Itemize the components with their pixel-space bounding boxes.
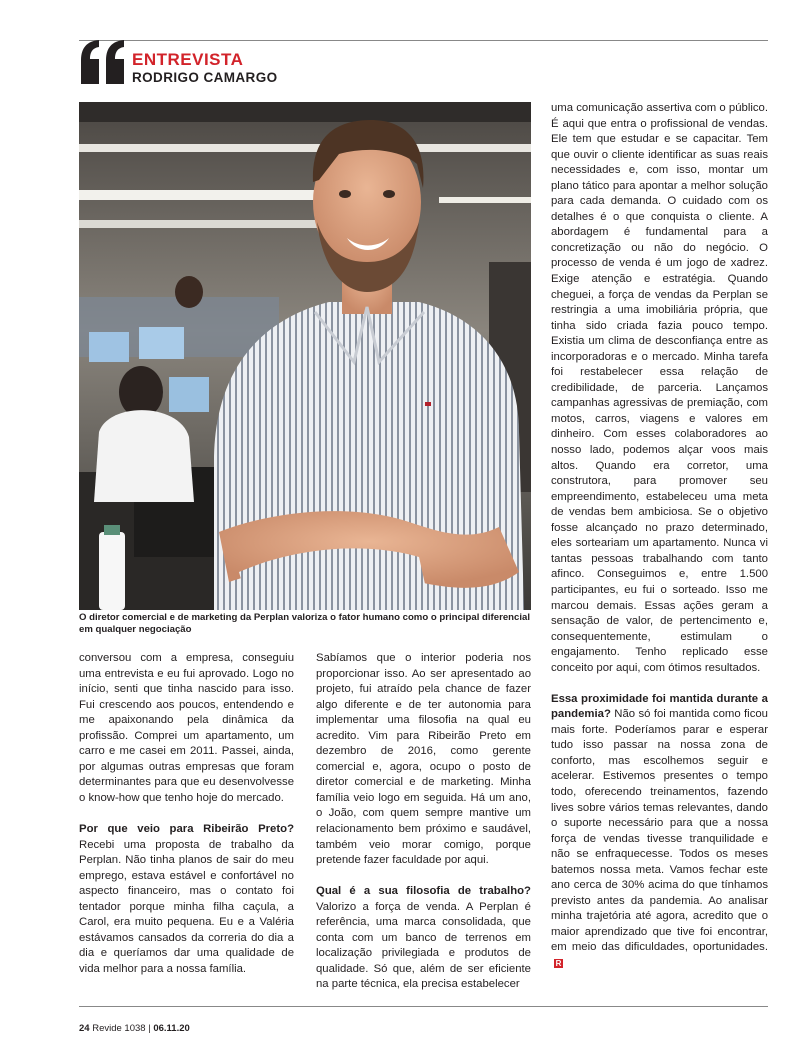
footer-separator: | (148, 1023, 151, 1034)
bottom-rule (79, 1006, 768, 1007)
article-column-3 (551, 101, 768, 972)
question: Por que veio para Ribeirão Preto? (79, 822, 294, 835)
top-rule (79, 40, 768, 41)
answer: Valorizo a força de venda. A Perplan é referência, uma marca consolidada, que conta com um banco de terrenos em localização privilegiada e produtos de qualidade. Só que, além de ser eficiente na parte técnica, ela precisa estabelecer (316, 900, 531, 991)
paragraph: Sabíamos que o interior poderia nos proporcionar isso. Ao ser apresentado ao projeto, fui atraído pela chance de fazer algo diferente e de ter autonomia para implementar uma filosofia na qual eu acredito. Vim para Ribeirão Preto em dezembro de 2016, como gerente comercial e, agora, ocupo o posto de diretor comercial e de marketing. Minha família veio logo em seguida. Há um ano, o João, com quem sempre mantive um relacionamento bem próximo e saudável, também veio morar comigo, porque pretende fazer faculdade por aqui. (316, 652, 531, 867)
quote-mark-icon (79, 38, 127, 86)
section-title: ENTREVISTA (132, 50, 244, 69)
magazine-issue: Revide 1038 (92, 1023, 146, 1034)
question: Qual é a sua filosofia de trabalho? (316, 885, 531, 898)
article-column-2 (316, 651, 531, 993)
qa-paragraph (551, 692, 768, 972)
qa-paragraph (79, 822, 294, 977)
photo-caption: O diretor comercial e de marketing da Perplan valoriza o fator humano como o principal diferencial em qualquer negociação (79, 612, 531, 635)
photo-illustration (79, 102, 531, 610)
article-column-1 (79, 651, 294, 977)
interviewee-name: RODRIGO CAMARGO (132, 70, 278, 85)
issue-date: 06.11.20 (153, 1023, 190, 1034)
page-footer (79, 1023, 190, 1034)
answer: Recebi uma proposta de trabalho da Perplan. Não tinha planos de sair do meu emprego, estava estável e confortável no aspecto financeiro, mas o contato foi tentador porque minha filha caçula, a Carol, era muito pequena. Eu e a Valéria estávamos cansados da correria do dia a dia e queríamos dar uma qualidade de vida melhor para a nossa família. (79, 838, 294, 975)
answer: Não só foi mantida como ficou mais forte. Poderíamos parar e esperar tudo isso passar na nossa zona de conforto, mas escolhemos seguir e acelerar. Estivemos presentes o tempo todo, oferecendo treinamentos, fazendo lives sobre vários temas relevantes, dando o suporte necessário para que a nossa força de vendas tivesse tranquilidade e não se enfraquecesse. Todos os meses batemos nossa meta. Vamos fechar este ano cerca de 30% acima do que tínhamos previsto antes da pandemia. Ao analisar minha trajetória até agora, acredito que o maior aprendizado que tive foi encontrar, em meio das dificuldades, oportunidades. (551, 708, 768, 954)
question: Essa proximidade foi mantida durante a pandemia? (551, 692, 768, 721)
qa-paragraph (316, 884, 531, 993)
end-mark-icon: R (555, 958, 562, 968)
page-number: 24 (79, 1023, 90, 1034)
portrait-photo (79, 102, 531, 610)
paragraph: uma comunicação assertiva com o público. É aqui que entra o profissional de vendas. Ele tem que estudar e se capacitar. Tem que ouvir o cliente identificar as suas reais necessidades e, com isso, montar um plano tático para apontar a melhor solução para cada demanda. O cuidado com os detalhes é o que conquista o cliente. A abordagem é fundamental para a concretização ou não do negócio. O processo de venda é um jogo de xadrez. Exige atenção e estratégia. Quando cheguei, a força de vendas da Perplan se restringia a uma imobiliária própria, que tinha sido criada fazia pouco tempo. Existia um clima de desconfiança entre as incorporadoras e o mercado. Minha tarefa foi restabelecer essa relação de credibilidade, de parceria. Lançamos campanhas agressivas de premiação, com motos, carros, viagens e valores em dinheiro. Com esses colaboradores ao nosso lado, podemos alçar voos mais altos. Quando era corretor, uma construtora, para promover seu empreendimento, estabeleceu uma meta de vendas bem ambiciosa. Se o objetivo fosse alcançado no prazo determinado, eles sorteariam um apartamento. Nunca vi tantas pessoas trabalhando com tanto afinco. Conseguimos e, entre 1.500 participantes, eu fui o sorteado. Isso me marcou demais. Essas ações geram a sensação de valor, de pertencimento e, consequentemente, estimulam o engajamento. Tenho replicado esse conceito por aqui, com ótimos resultados. (551, 102, 768, 674)
paragraph: conversou com a empresa, conseguiu uma entrevista e eu fui aprovado. Logo no início, senti que tinha nascido para isso. Fui crescendo aos poucos, entendendo e me apaixonando pela dinâmica da profissão. Comprei um apartamento, um carro e me casei em 2011. Passei, ainda, por algumas outras empresas que foram determinantes para que eu desenvolvesse o know-how que tenho hoje do mercado. (79, 652, 294, 804)
